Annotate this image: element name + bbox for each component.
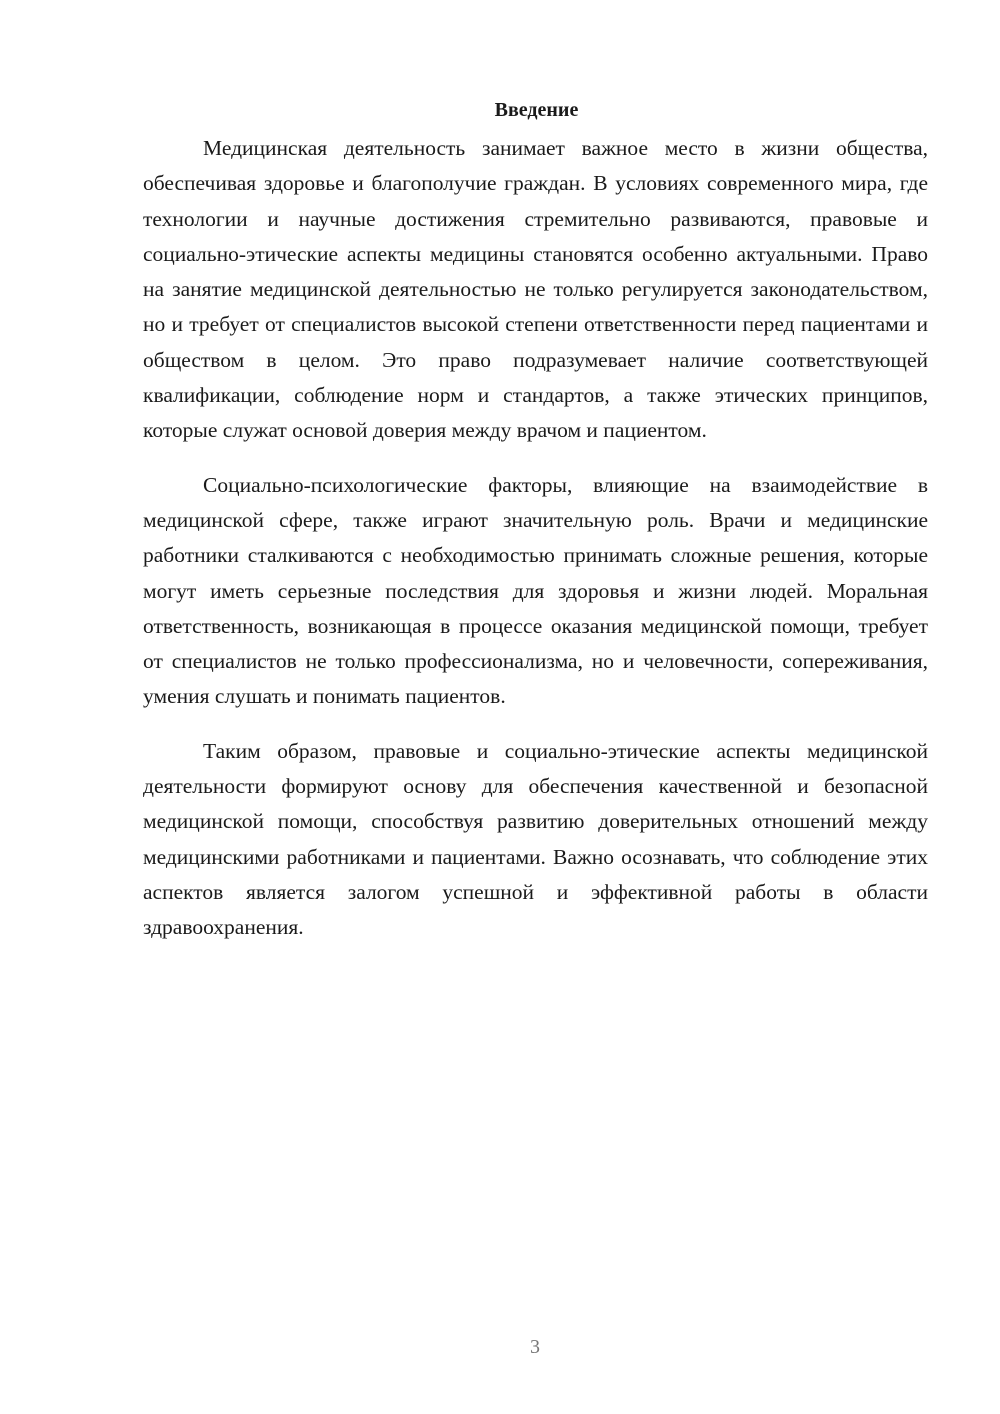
page-content xyxy=(143,92,928,965)
paragraph: Таким образом, правовые и социально-этические аспекты медицинской деятельности формируют основу для обеспечения качественной и безопасной медицинской помощи, способствуя развитию доверительных отношений между медицинскими работниками и пациентами. Важно осознавать, что соблюдение этих аспектов является залогом успешной и эффективной работы в области здравоохранения. xyxy=(143,738,928,940)
paragraph: Социально-психологические факторы, влияющие на взаимодействие в медицинской сфере, также играют значительную роль. Врачи и медицинские работники сталкиваются с необходимостью принимать сложные решения, которые могут иметь серьезные последствия для здоровья и жизни людей. Моральная ответственность, возникающая в процессе оказания медицинской помощи, требует от специалистов не только профессионализма, но и человечности, сопереживания, умения слушать и понимать пациентов. xyxy=(143,472,928,709)
section-title: Введение xyxy=(494,99,579,121)
page-number: 3 xyxy=(530,1336,540,1358)
paragraph: Медицинская деятельность занимает важное место в жизни общества, обеспечивая здоровье и благополучие граждан. В условиях современного мира, где технологии и научные достижения стремительно развиваются, правовые и социально-этические аспекты медицины становятся особенно актуальными. Право на занятие медицинской деятельностью не только регулируется законодательством, но и требует от специалистов высокой степени ответственности перед пациентами и обществом в целом. Это право подразумевает наличие соответствующей квалификации, соблюдение норм и стандартов, а также этических принципов, которые служат основой доверия между врачом и пациентом. xyxy=(143,136,928,443)
